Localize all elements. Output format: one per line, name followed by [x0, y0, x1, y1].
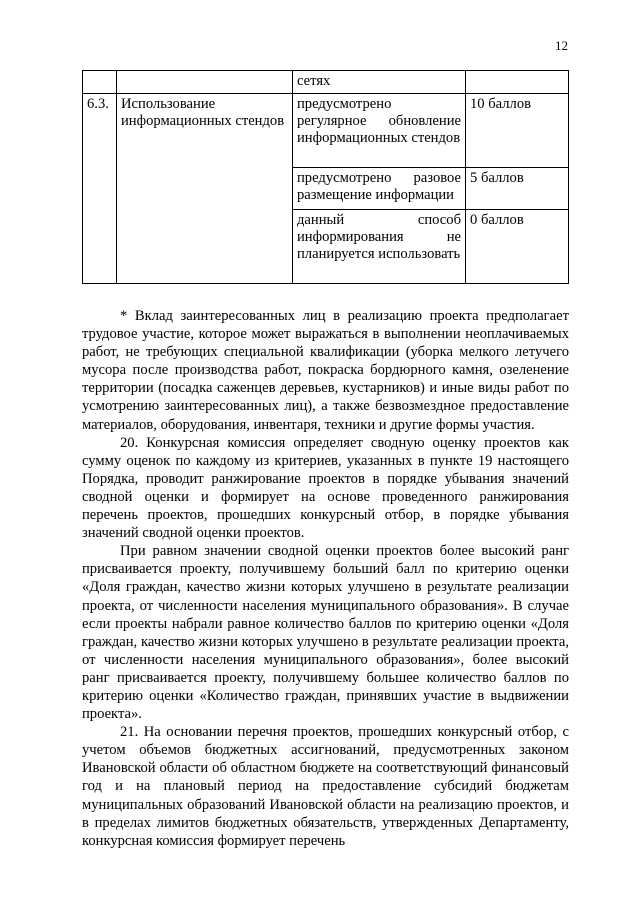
table-cell-score — [466, 71, 569, 94]
table-cell-condition: сетях — [293, 71, 466, 94]
table-cell-condition: предусмотрено разовое размещение информации — [293, 168, 466, 210]
table-row — [83, 71, 569, 94]
paragraph-footnote: * Вклад заинтересованных лиц в реализацию проекта предполагает трудовое участие, которое может выражаться в выполнении неоплачиваемых работ, не требующих специальной квалификации (уборка мелкого летучего мусора после производства работ, покраска бордюрного камня, озеленение территории (посадка саженцев деревьев, кустарников) и иные виды работ по усмотрению заинтересованных лиц), а также безвозмездное предоставление материалов, оборудования, инвентаря, техники и другие формы участия. — [82, 308, 569, 433]
table-cell-criterion — [117, 71, 293, 94]
table-cell-condition: данный способ информирования не планируется использовать — [293, 210, 466, 284]
table-cell-score: 10 баллов — [466, 94, 569, 168]
table-row — [83, 94, 569, 168]
table-cell-score: 5 баллов — [466, 168, 569, 210]
table-cell-score: 0 баллов — [466, 210, 569, 284]
page-number: 12 — [555, 38, 568, 53]
criteria-table — [82, 70, 569, 284]
table-cell-condition: предусмотрено регулярное обновление информационных стендов — [293, 94, 466, 168]
paragraph-21: 21. На основании перечня проектов, прошедших конкурсный отбор, с учетом объемов бюджетных ассигнований, предусмотренных законом Ивановской области об областном бюджете на соответствующий финансовый год и на плановый период на предоставление субсидий бюджетам муниципальных образований Ивановской области на реализацию проектов, и в пределах лимитов бюджетных обязательств, утвержденных Департаменту, конкурсная комиссия формирует перечень — [82, 724, 569, 849]
table-cell-number: 6.3. — [83, 94, 117, 284]
table-cell-criterion: Использование информационных стендов — [117, 94, 293, 284]
table-cell-number — [83, 71, 117, 94]
paragraph-equal-score: При равном значении сводной оценки проектов более высокий ранг присваивается проекту, получившему больший балл по критерию оценки «Доля граждан, качество жизни которых улучшено в результате реализации проекта, от численности населения муниципального образования». В случае если проекты набрали равное количество баллов по критерию оценки «Доля граждан, качество жизни которых улучшено в результате реализации проекта, от численности населения муниципального образования», более высокий ранг присваивается проекту, получившему большее количество баллов по критерию оценки «Количество граждан, принявших участие в выдвижении проекта». — [82, 543, 569, 723]
paragraph-20: 20. Конкурсная комиссия определяет сводную оценку проектов как сумму оценок по каждому из критериев, указанных в пункте 19 настоящего Порядка, проводит ранжирование проектов в порядке убывания значений сводной оценки и формирует на основе проведенного ранжирования перечень проектов, прошедших конкурсный отбор, в порядке убывания значений сводной оценки проектов. — [82, 434, 569, 542]
body-text — [82, 307, 569, 850]
